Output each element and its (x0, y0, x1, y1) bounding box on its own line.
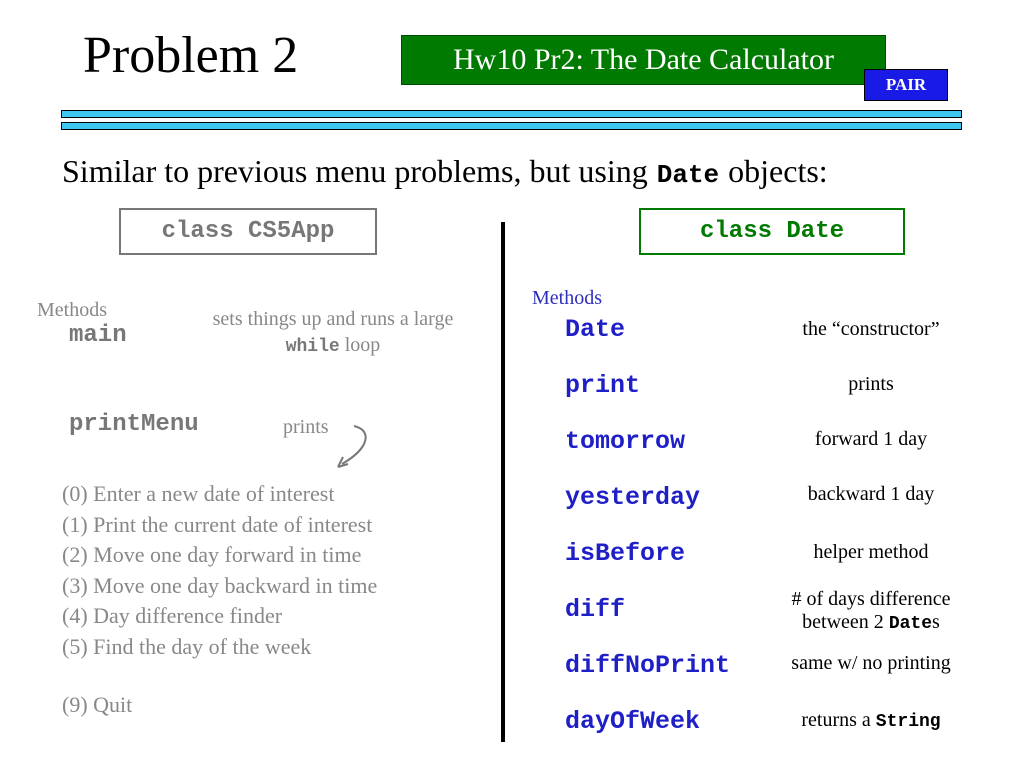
method-isbefore: isBefore (565, 539, 686, 568)
menu-option: (4) Day difference finder (62, 603, 283, 628)
method-diff-description (768, 588, 974, 635)
menu-option: (0) Enter a new date of interest (62, 481, 335, 506)
method-main-description (212, 306, 454, 359)
main-desc-code: while (285, 337, 340, 357)
slide-subtitle (62, 152, 828, 191)
pair-badge: PAIR (864, 69, 948, 101)
menu-option: (5) Find the day of the week (62, 633, 312, 659)
method-yesterday-description: backward 1 day (807, 483, 935, 505)
printmenu-note: prints (283, 416, 329, 438)
method-dayofweek: dayOfWeek (565, 707, 701, 736)
main-desc-before: sets things up and runs a large (212, 308, 454, 330)
slide-title: Problem 2 (83, 27, 299, 84)
dayofweek-desc-before: returns a (801, 709, 871, 731)
class-cs5app-box: class CS5App (119, 208, 377, 255)
subtitle-code: Date (656, 160, 720, 190)
diff-desc-line2-before: between 2 (802, 611, 884, 633)
subtitle-text-before: Similar to previous menu problems, but using (62, 153, 648, 189)
method-main: main (69, 322, 127, 349)
method-isbefore-description: helper method (813, 541, 929, 563)
method-tomorrow-description: forward 1 day (814, 428, 928, 450)
curved-arrow-icon (334, 422, 374, 472)
menu-option: (1) Print the current date of interest (62, 511, 373, 537)
column-divider (501, 222, 505, 742)
method-date: Date (565, 315, 626, 344)
menu-option: (3) Move one day backward in time (62, 572, 378, 598)
diff-desc-line2-after: s (932, 611, 940, 633)
diff-desc-line1: # of days difference (791, 588, 951, 610)
title-rule-top (61, 110, 962, 118)
dayofweek-desc-code: String (875, 712, 941, 732)
title-rule-bottom (61, 122, 962, 130)
menu-option-list (62, 479, 377, 662)
menu-option-quit: (9) Quit (62, 692, 133, 717)
method-diffnoprint-description: same w/ no printing (791, 652, 951, 674)
main-desc-after: loop (344, 334, 381, 356)
diff-desc-line2-code: Date (888, 614, 933, 634)
method-printmenu: printMenu (69, 411, 199, 438)
method-print-description: prints (848, 373, 894, 395)
class-date-box: class Date (639, 208, 905, 255)
method-diff: diff (565, 595, 626, 624)
method-dayofweek-description (768, 709, 974, 733)
right-methods-label: Methods (532, 287, 602, 309)
method-diffnoprint: diffNoPrint (565, 651, 731, 680)
method-print: print (565, 371, 641, 400)
menu-option: (2) Move one day forward in time (62, 542, 362, 567)
assignment-banner: Hw10 Pr2: The Date Calculator (401, 35, 886, 85)
left-methods-label: Methods (37, 299, 107, 321)
diff-desc-line2 (768, 611, 974, 635)
subtitle-text-after: objects: (728, 153, 828, 189)
method-tomorrow: tomorrow (565, 427, 686, 456)
method-date-description: the “constructor” (802, 318, 940, 340)
method-yesterday: yesterday (565, 483, 701, 512)
